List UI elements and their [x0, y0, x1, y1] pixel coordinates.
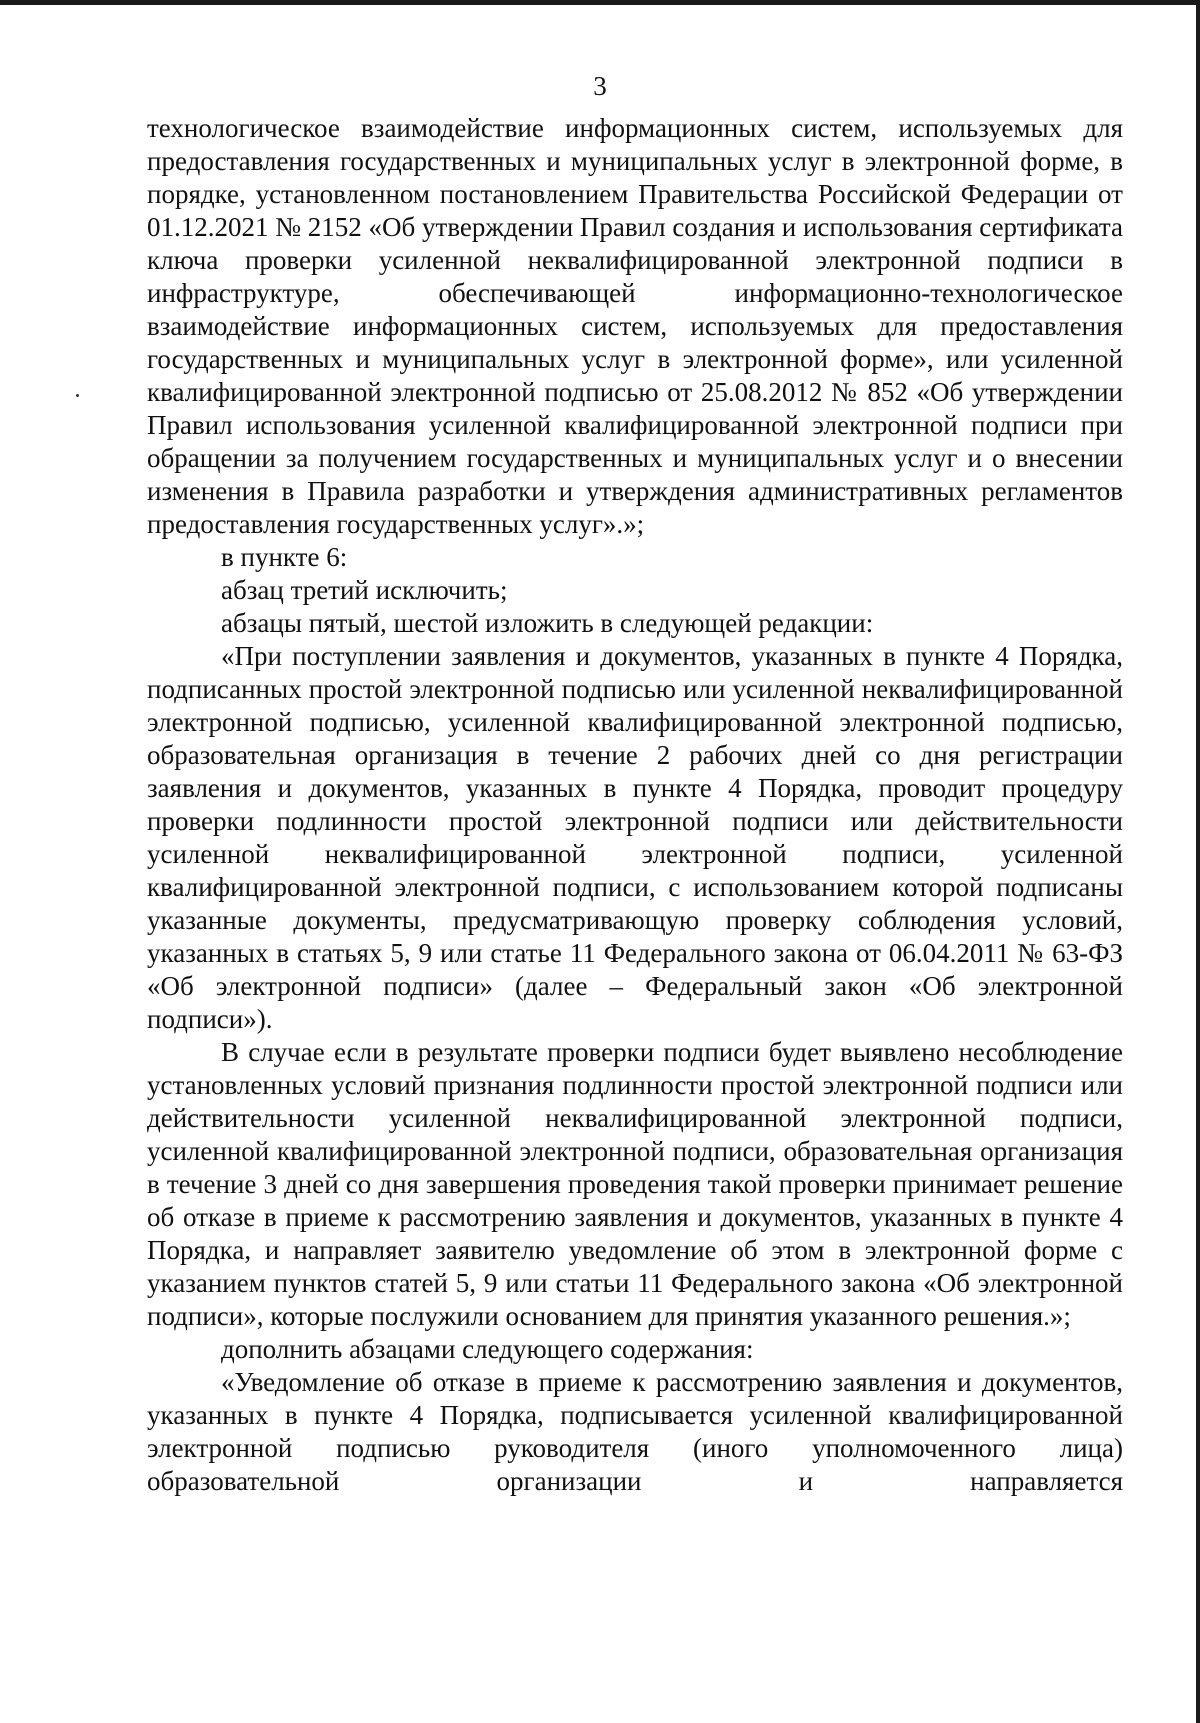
scan-border-top: [0, 0, 1200, 5]
paragraph-new-wording: абзацы пятый, шестой изложить в следующей редакции:: [221, 608, 874, 638]
paragraph-signature-check: «При поступлении заявления и документов, указанных в пункте 4 Порядка, подписанных простой электронной подписью или усиленной неквалифицированной электронной подписью, усиленной квалифицированной электронной подписью, образовательная организация в течение 2 рабочих дней со дня регистрации заявления и документов, указанных в пункте 4 Порядка, проводит процедуру проверки подлинности простой электронной подписи или действительности усиленной неквалифицированной электронной подписи, усиленной квалифицированной электронной подписи, с использованием которой подписаны указанные документы, предусматривающую проверку соблюдения условий, указанных в статьях 5, 9 или статье 11 Федерального закона от 06.04.2011 № 63-ФЗ «Об электронной подписи» (далее – Федеральный закон «Об электронной подписи»).: [147, 641, 1123, 1034]
paragraph-supplement: дополнить абзацами следующего содержания:: [221, 1334, 754, 1364]
scan-speck: [76, 394, 79, 397]
paragraph-refusal-decision: В случае если в результате проверки подписи будет выявлено несоблюдение установленных условий признания подлинности простой электронной подписи или действительности усиленной неквалифицированной электронной подписи, усиленной квалифицированной электронной подписи, образовательная организация в течение 3 дней со дня завершения проведения такой проверки принимает решение об отказе в приеме к рассмотрению заявления и документов, указанных в пункте 4 Порядка, и направляет заявителю уведомление об этом в электронной форме с указанием пунктов статей 5, 9 или статьи 11 Федерального закона «Об электронной подписи», которые послужили основанием для принятия указанного решения.»;: [147, 1037, 1123, 1331]
paragraph-delete-third: абзац третий исключить;: [221, 575, 508, 605]
paragraph-refusal-notice: «Уведомление об отказе в приеме к рассмотрению заявления и документов, указанных в пункте 4 Порядка, подписывается усиленной квалифицированной электронной подписью руководителя (иного уполномоченного лица) образовательной организации и направляется: [147, 1367, 1123, 1496]
paragraph-point-6: в пункте 6:: [221, 542, 348, 572]
document-body: [147, 112, 1123, 1498]
scan-border-right: [1196, 0, 1200, 1723]
page-number: 3: [593, 71, 607, 101]
paragraph-continuation: технологическое взаимодействие информационных систем, используемых для предоставления государственных и муниципальных услуг в электронной форме, в порядке, установленном постановлением Правительства Российской Федерации от 01.12.2021 № 2152 «Об утверждении Правил создания и использования сертификата ключа проверки усиленной неквалифицированной электронной подписи в инфраструктуре, обеспечивающей информационно-технологическое взаимодействие информационных систем, используемых для предоставления государственных и муниципальных услуг в электронной форме», или усиленной квалифицированной электронной подписью от 25.08.2012 № 852 «Об утверждении Правил использования усиленной квалифицированной электронной подписи при обращении за получением государственных и муниципальных услуг и о внесении изменения в Правила разработки и утверждения административных регламентов предоставления государственных услуг».»;: [147, 113, 1123, 539]
